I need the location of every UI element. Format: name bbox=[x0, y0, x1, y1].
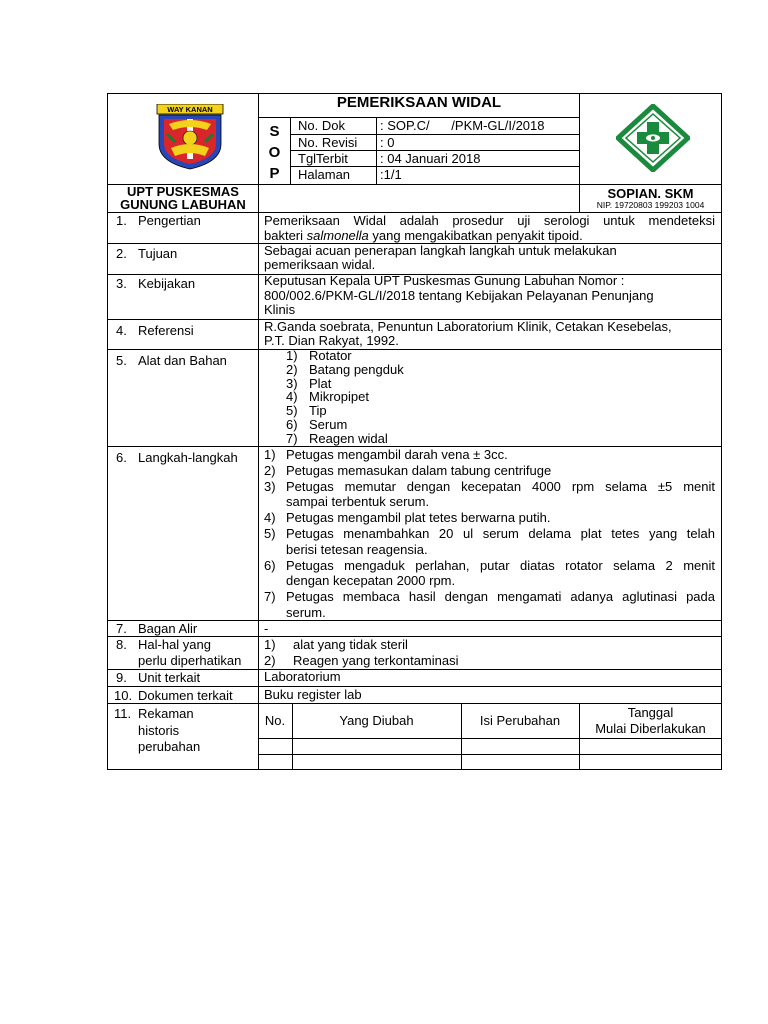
way-kanan-logo bbox=[155, 104, 225, 170]
org-name bbox=[108, 185, 258, 211]
list-item: 1) alat yang tidak steril bbox=[264, 637, 408, 652]
section-num: 5. bbox=[116, 353, 127, 368]
rekaman-col-tanggal: Tanggal Mulai Diberlakukan bbox=[595, 705, 706, 736]
pengertian-line1: Pemeriksaan Widal adalah prosedur uji serologi untuk mendeteksi bbox=[264, 213, 715, 228]
section-label-kebijakan: Kebijakan bbox=[138, 276, 196, 291]
kebijakan-text: Keputusan Kepala UPT Puskesmas Gunung Labuhan Nomor : 800/002.6/PKM-GL/I/2018 tentang Kebijakan Pelayanan Penunjang Klinis bbox=[264, 273, 654, 317]
list-item: 3) Petugas memutar dengan kecepatan 4000 rpm selama ±5 menit sampai terbentuk serum. bbox=[264, 478, 715, 510]
section-label-bagan: Bagan Alir bbox=[138, 621, 198, 636]
sop-letter-o: O bbox=[268, 144, 281, 161]
bagan-value: - bbox=[264, 621, 269, 636]
section-label-tujuan: Tujuan bbox=[138, 246, 178, 261]
list-item: 2) Batang pengduk bbox=[286, 361, 404, 377]
section-num: 11. bbox=[114, 706, 132, 721]
dokumen-value: Buku register lab bbox=[264, 687, 362, 702]
meta-label-terbit: TglTerbit bbox=[298, 151, 348, 166]
rekaman-col-no: No. bbox=[264, 713, 286, 728]
meta-value-halaman: :1/1 bbox=[380, 167, 402, 182]
section-num: 1. bbox=[116, 213, 127, 228]
list-item: 5) Petugas menambahkan 20 ul serum delama plat tetes yang telah berisi tetesan reagensia. bbox=[264, 525, 715, 557]
list-item: 4) Petugas mengambil plat tetes berwarna putih. bbox=[264, 510, 551, 526]
list-item: 7) Petugas membaca hasil dengan mengamati adanya aglutinasi pada serum. bbox=[264, 589, 715, 620]
puskesmas-logo bbox=[616, 104, 690, 172]
list-item: 6) Serum bbox=[286, 416, 348, 432]
meta-label-halaman: Halaman bbox=[298, 167, 351, 182]
referensi-text: R.Ganda soebrata, Penuntun Laboratorium Klinik, Cetakan Kesebelas, P.T. Dian Rakyat, 1992. bbox=[264, 319, 672, 348]
section-num: 3. bbox=[116, 276, 127, 291]
list-item: 3) Plat bbox=[286, 375, 332, 391]
section-label-halhal: Hal-hal yang perlu diperhatikan bbox=[138, 637, 242, 668]
section-num: 8. bbox=[116, 637, 127, 652]
tujuan-text: Sebagai acuan penerapan langkah langkah untuk melakukan pemeriksaan widal. bbox=[264, 243, 617, 272]
section-label-dokumen: Dokumen terkait bbox=[138, 688, 233, 703]
section-num: 9. bbox=[116, 670, 127, 685]
pengertian-text bbox=[264, 213, 715, 243]
signer-name: SOPIAN. SKM bbox=[607, 186, 694, 201]
list-item: 1) Rotator bbox=[286, 348, 352, 363]
sop-letter-s: S bbox=[269, 123, 280, 140]
meta-label-nodok: No. Dok bbox=[298, 118, 345, 133]
svg-text:WAY KANAN: WAY KANAN bbox=[167, 105, 213, 114]
meta-value-nodok: : SOP.C/ /PKM-GL/I/2018 bbox=[380, 118, 545, 133]
section-num: 6. bbox=[116, 450, 127, 465]
list-item: 2) Reagen yang terkontaminasi bbox=[264, 653, 459, 668]
section-label-rekaman: Rekaman historis perubahan bbox=[138, 706, 201, 754]
section-label-langkah: Langkah-langkah bbox=[138, 450, 238, 465]
meta-value-terbit: : 04 Januari 2018 bbox=[380, 151, 481, 166]
section-num: 2. bbox=[116, 246, 127, 261]
meta-label-revisi: No. Revisi bbox=[298, 135, 358, 150]
meta-value-revisi: : 0 bbox=[380, 135, 395, 150]
list-item: 7) Reagen widal bbox=[286, 430, 388, 446]
pengertian-line2: bakteri salmonella yang mengakibatkan penyakit tipoid. bbox=[264, 228, 583, 243]
section-num: 10. bbox=[114, 688, 133, 703]
list-item: 1) Petugas mengambil darah vena ± 3cc. bbox=[264, 447, 508, 462]
page-title: PEMERIKSAAN WIDAL bbox=[336, 94, 502, 111]
langkah-list bbox=[264, 447, 715, 621]
halhal-list bbox=[264, 637, 459, 669]
list-item: 6) Petugas mengaduk perlahan, putar diatas rotator selama 2 menit dengan kecepatan 2000 rpm. bbox=[264, 557, 715, 589]
rekaman-col-diubah: Yang Diubah bbox=[339, 713, 414, 728]
sop-letters bbox=[259, 121, 290, 184]
section-label-pengertian: Pengertian bbox=[138, 213, 201, 228]
list-item: 5) Tip bbox=[286, 403, 327, 419]
unit-value: Laboratorium bbox=[264, 669, 341, 684]
section-num: 4. bbox=[116, 323, 127, 338]
sop-letter-p: P bbox=[269, 165, 280, 182]
org-name-line1: UPT PUSKESMAS bbox=[127, 184, 239, 199]
section-label-unit: Unit terkait bbox=[138, 670, 201, 685]
section-label-referensi: Referensi bbox=[138, 323, 194, 338]
section-label-alat: Alat dan Bahan bbox=[138, 353, 227, 368]
list-item: 2) Petugas memasukan dalam tabung centrifuge bbox=[264, 462, 552, 478]
signer-nip: NIP. 19720803 199203 1004 bbox=[596, 200, 705, 210]
alat-list bbox=[286, 349, 404, 446]
section-num: 7. bbox=[116, 621, 127, 636]
rekaman-col-isi: Isi Perubahan bbox=[479, 713, 561, 728]
list-item: 4) Mikropipet bbox=[286, 389, 369, 405]
org-name-line2: GUNUNG LABUHAN bbox=[120, 197, 246, 212]
